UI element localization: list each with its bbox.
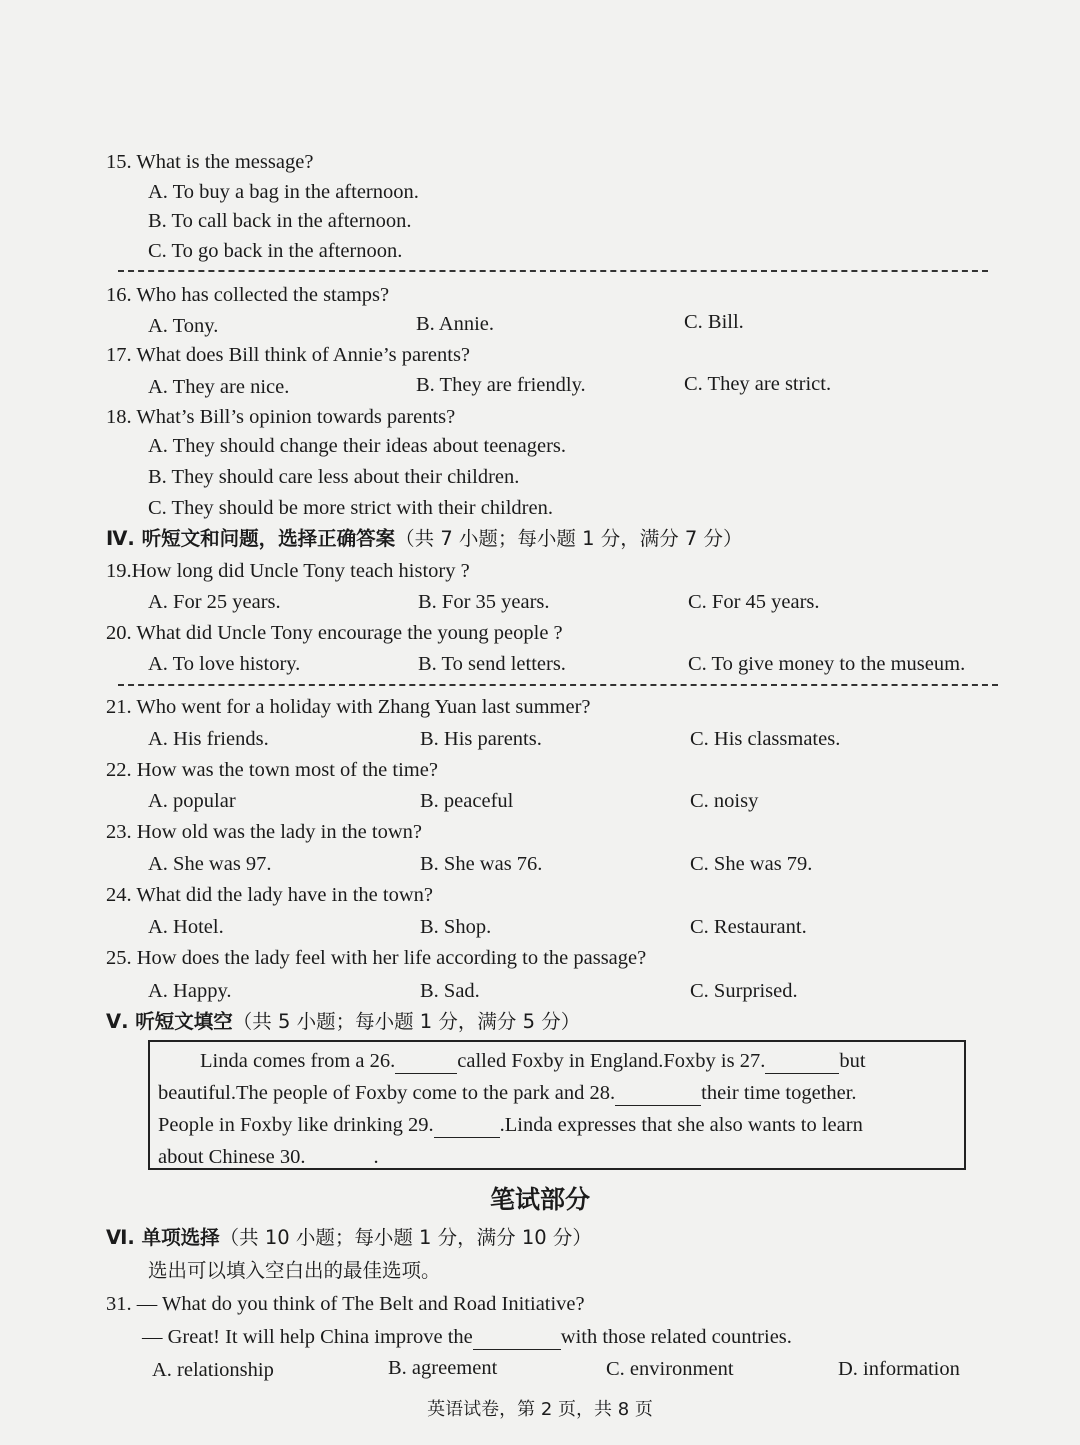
passage-line-3 xyxy=(158,1113,956,1138)
passage-line-2 xyxy=(158,1081,956,1106)
q16-option-c: C. Bill. xyxy=(684,311,744,333)
passage-text: called Foxby in England.Foxby is 27. xyxy=(457,1050,766,1072)
q19-option-b: B. For 35 years. xyxy=(418,591,550,613)
section-4-heading xyxy=(106,527,743,551)
question-24: 24. What did the lady have in the town? xyxy=(106,884,433,906)
q19-option-a: A. For 25 years. xyxy=(148,591,281,613)
question-17: 17. What does Bill think of Annie’s parents? xyxy=(106,344,471,366)
question-19: 19.How long did Uncle Tony teach history ? xyxy=(106,560,470,582)
passage-text: but xyxy=(839,1050,866,1072)
q18-option-b: B. They should care less about their children. xyxy=(148,466,520,488)
q22-option-b: B. peaceful xyxy=(420,790,514,812)
q31-option-b: B. agreement xyxy=(388,1357,498,1379)
passage-text: . xyxy=(373,1146,379,1168)
q31-option-c: C. environment xyxy=(606,1358,734,1380)
q17-option-a: A. They are nice. xyxy=(148,376,290,398)
q15-option-a: A. To buy a bag in the afternoon. xyxy=(148,181,419,203)
q21-option-c: C. His classmates. xyxy=(690,728,841,750)
q20-option-c: C. To give money to the museum. xyxy=(688,653,966,675)
blank-31[interactable] xyxy=(473,1325,561,1350)
q22-option-a: A. popular xyxy=(148,790,236,812)
question-15: 15. What is the message? xyxy=(106,151,314,173)
q20-option-a: A. To love history. xyxy=(148,653,301,675)
blank-30[interactable] xyxy=(305,1145,373,1170)
section-4-title: Ⅳ. 听短文和问题，选择正确答案 xyxy=(106,527,396,550)
question-16: 16. Who has collected the stamps? xyxy=(106,284,390,306)
q20-option-b: B. To send letters. xyxy=(418,653,566,675)
q31-reply-text: with those related countries. xyxy=(560,1326,792,1348)
q25-option-a: A. Happy. xyxy=(148,980,232,1002)
passage-text: beautiful.The people of Foxby come to the park and 28. xyxy=(158,1082,616,1104)
section-5-scoring: （共 5 小题；每小题 1 分，满分 5 分） xyxy=(232,1010,581,1033)
q23-option-a: A. She was 97. xyxy=(148,853,272,875)
section-divider-2 xyxy=(118,684,998,686)
q17-option-b: B. They are friendly. xyxy=(416,374,586,396)
q25-option-b: B. Sad. xyxy=(420,980,480,1002)
q19-option-c: C. For 45 years. xyxy=(688,591,820,613)
section-6-title: Ⅵ. 单项选择 xyxy=(106,1226,220,1249)
written-part-title: 笔试部分 xyxy=(489,1185,590,1214)
q25-option-c: C. Surprised. xyxy=(690,980,798,1002)
passage-text: .Linda expresses that she also wants to learn xyxy=(499,1114,863,1136)
section-5-heading xyxy=(106,1010,580,1034)
q31-option-d: D. information xyxy=(838,1358,960,1380)
fill-in-passage-box xyxy=(148,1040,966,1170)
q24-option-a: A. Hotel. xyxy=(148,916,224,938)
q31-option-a: A. relationship xyxy=(152,1359,274,1381)
q21-option-b: B. His parents. xyxy=(420,728,542,750)
section-6-scoring: （共 10 小题；每小题 1 分，满分 10 分） xyxy=(219,1226,592,1249)
passage-line-4 xyxy=(158,1145,956,1170)
passage-line-1 xyxy=(200,1049,956,1074)
passage-text: People in Foxby like drinking 29. xyxy=(158,1114,434,1136)
question-20: 20. What did Uncle Tony encourage the young people ? xyxy=(106,622,563,644)
question-23: 23. How old was the lady in the town? xyxy=(106,821,422,843)
section-6-heading xyxy=(106,1226,592,1250)
blank-28[interactable] xyxy=(615,1081,701,1106)
section-4-scoring: （共 7 小题；每小题 1 分，满分 7 分） xyxy=(395,527,743,550)
q31-reply-text: — Great! It will help China improve the xyxy=(142,1326,473,1348)
q18-option-a: A. They should change their ideas about teenagers. xyxy=(148,435,567,457)
section-5-title: Ⅴ. 听短文填空 xyxy=(106,1010,233,1033)
question-31: 31. — What do you think of The Belt and Road Initiative? xyxy=(106,1293,585,1315)
q23-option-b: B. She was 76. xyxy=(420,853,543,875)
blank-29[interactable] xyxy=(434,1113,500,1138)
q18-option-c: C. They should be more strict with their children. xyxy=(148,497,553,519)
q16-option-b: B. Annie. xyxy=(416,313,495,335)
q24-option-b: B. Shop. xyxy=(420,916,492,938)
passage-text: their time together. xyxy=(701,1082,857,1104)
blank-27[interactable] xyxy=(765,1049,839,1074)
q22-option-c: C. noisy xyxy=(690,790,759,812)
blank-26[interactable] xyxy=(395,1049,457,1074)
question-21: 21. Who went for a holiday with Zhang Yuan last summer? xyxy=(106,696,591,718)
question-18: 18. What’s Bill’s opinion towards parents? xyxy=(106,406,456,428)
section-6-instruction: 选出可以填入空白出的最佳选项。 xyxy=(148,1259,441,1282)
q24-option-c: C. Restaurant. xyxy=(690,916,807,938)
q23-option-c: C. She was 79. xyxy=(690,853,813,875)
q16-option-a: A. Tony. xyxy=(148,315,219,337)
passage-text: Linda comes from a 26. xyxy=(200,1050,396,1072)
q15-option-c: C. To go back in the afternoon. xyxy=(148,240,403,262)
passage-text: about Chinese 30. xyxy=(158,1146,306,1168)
question-22: 22. How was the town most of the time? xyxy=(106,759,438,781)
page-footer: 英语试卷，第 2 页，共 8 页 xyxy=(427,1399,653,1420)
section-divider xyxy=(118,270,988,272)
q15-option-b: B. To call back in the afternoon. xyxy=(148,210,412,232)
question-25: 25. How does the lady feel with her life according to the passage? xyxy=(106,947,647,969)
q17-option-c: C. They are strict. xyxy=(684,373,832,395)
q31-reply xyxy=(142,1325,792,1350)
q21-option-a: A. His friends. xyxy=(148,728,269,750)
